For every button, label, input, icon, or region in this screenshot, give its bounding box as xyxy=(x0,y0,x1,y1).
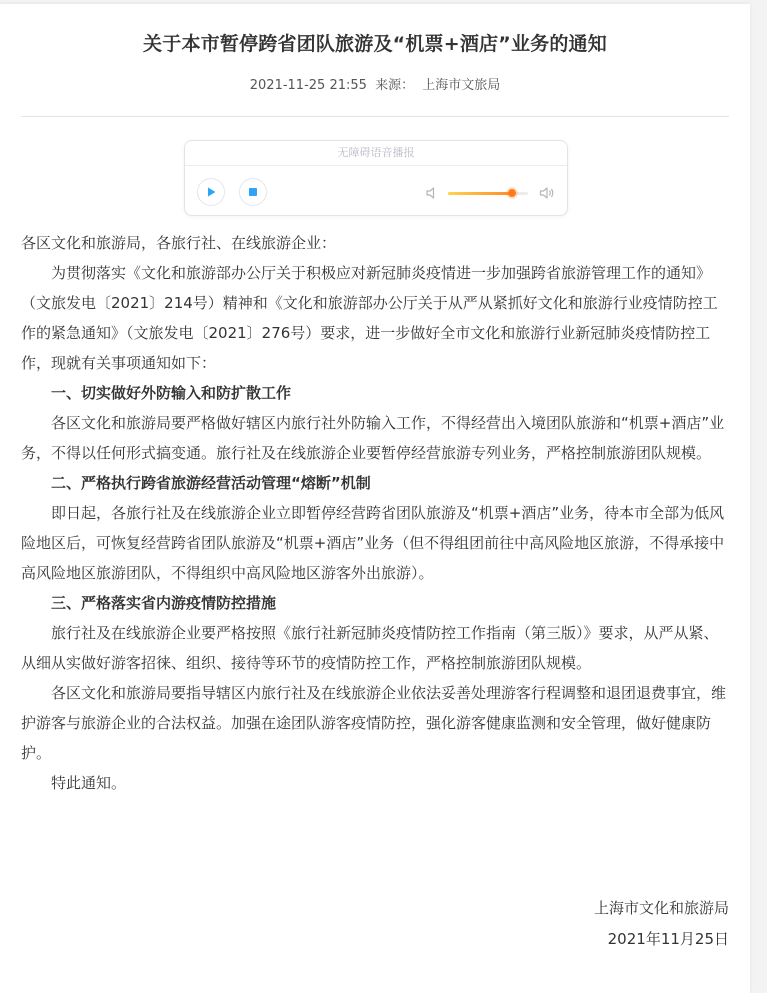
signature-org: 上海市文化和旅游局 xyxy=(593,899,729,917)
stop-button[interactable] xyxy=(239,178,267,206)
signature-date: 2021年11月25日 xyxy=(607,930,729,948)
article-meta xyxy=(0,74,750,93)
stop-icon xyxy=(248,187,258,197)
closing-line: 特此通知。 xyxy=(51,774,127,792)
header-divider xyxy=(21,116,729,117)
intro-paragraph: 为贯彻落实《文化和旅游部办公厅关于积极应对新冠肺炎疫情进一步加强跨省旅游管理工作的通知》（文旅发电〔2021〕214号）精神和《文化和旅游部办公厅关于从严从紧抓好文化和旅游行业疫情防控工作的紧急通知》（文旅发电〔2021〕276号）要求，进一步做好全市文化和旅游行业新冠肺炎疫情防控工作，现就有关事项通知如下： xyxy=(21,264,718,372)
section-1-heading: 一、切实做好外防输入和防扩散工作 xyxy=(51,384,292,402)
audio-player xyxy=(184,140,568,216)
publish-datetime: 2021-11-25 21:55 xyxy=(249,78,367,93)
volume-high-button[interactable] xyxy=(539,185,555,204)
article-title: 关于本市暂停跨省团队旅游及“机票+酒店”业务的通知 xyxy=(143,33,607,55)
volume-low-button[interactable] xyxy=(425,185,439,204)
section-2-heading: 二、严格执行跨省旅游经营活动管理“熔断”机制 xyxy=(51,474,371,492)
source-name: 上海市文旅局 xyxy=(422,78,501,93)
section-2-paragraph: 即日起，各旅行社及在线旅游企业立即暂停经营跨省团队旅游及“机票+酒店”业务，待本市全部为低风险地区后，可恢复经营跨省团队旅游及“机票+酒店”业务（但不得组团前往中高风险地区旅游，不得承接中高风险地区旅游团队，不得组织中高风险地区游客外出旅游）。 xyxy=(21,504,725,582)
salutation: 各区文化和旅游局，各旅行社、在线旅游企业： xyxy=(21,234,337,252)
volume-low-icon xyxy=(425,186,439,200)
play-button[interactable] xyxy=(197,178,225,206)
section-1-paragraph: 各区文化和旅游局要严格做好辖区内旅行社外防输入工作，不得经营出入境团队旅游和“机票+酒店”业务，不得以任何形式搞变通。旅行社及在线旅游企业要暂停经营旅游专列业务，严格控制旅游团队规模。 xyxy=(21,414,725,462)
article-body xyxy=(21,228,731,798)
source-label: 来源： xyxy=(375,78,415,93)
volume-slider-handle[interactable] xyxy=(508,189,516,197)
volume-slider-fill xyxy=(448,192,512,195)
section-3-paragraph-1: 旅行社及在线旅游企业要严格按照《旅行社新冠肺炎疫情防控工作指南（第三版）》要求，从严从紧、从细从实做好游客招徕、组织、接待等环节的疫情防控工作，严格控制旅游团队规模。 xyxy=(21,624,719,672)
section-3-paragraph-2: 各区文化和旅游局要指导辖区内旅行社及在线旅游企业依法妥善处理游客行程调整和退团退费事宜，维护游客与旅游企业的合法权益。加强在途团队游客疫情防控，强化游客健康监测和安全管理，做好健康防护。 xyxy=(21,684,727,762)
volume-high-icon xyxy=(539,186,555,200)
player-header: 无障碍语音播报 xyxy=(185,141,567,166)
play-icon xyxy=(205,186,217,198)
article-page xyxy=(0,4,750,993)
volume-slider[interactable] xyxy=(448,192,528,195)
section-3-heading: 三、严格落实省内游疫情防控措施 xyxy=(51,594,277,612)
